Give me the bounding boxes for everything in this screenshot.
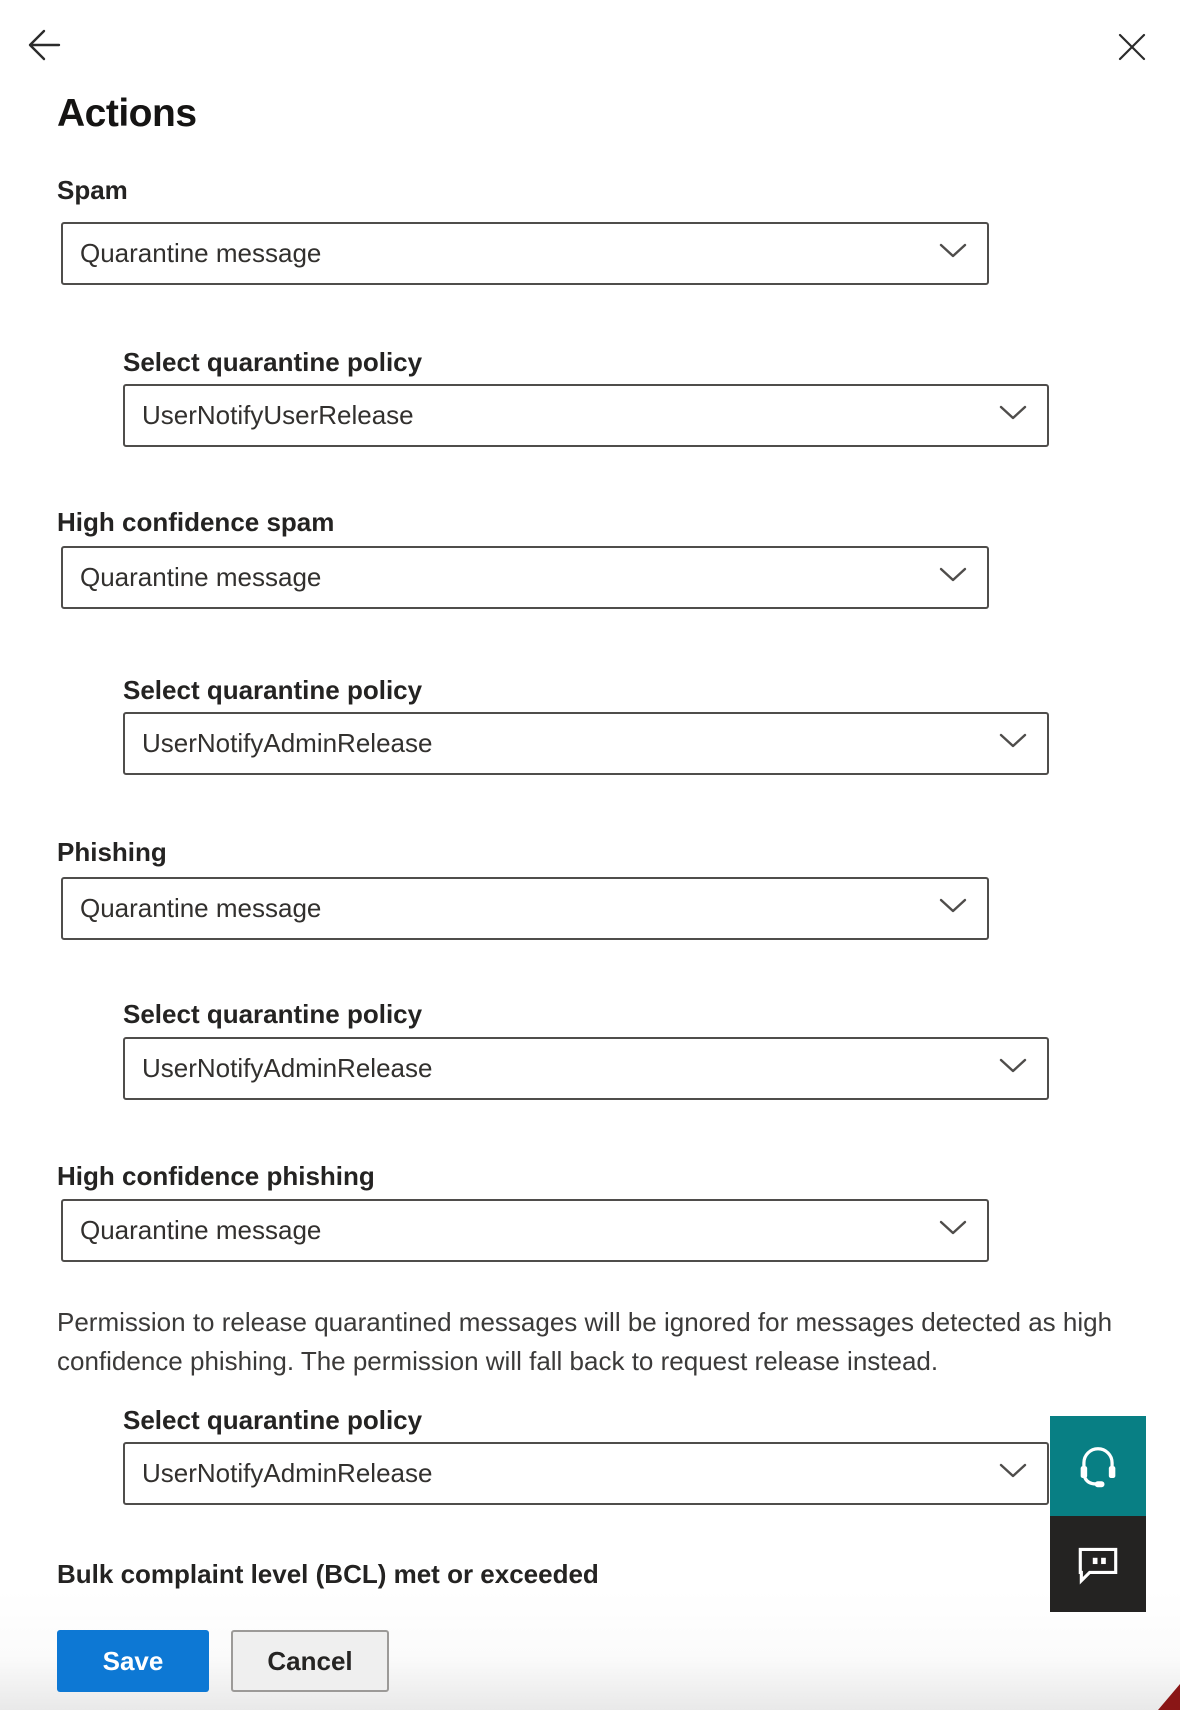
section-label-text: Bulk complaint level (BCL) met or exceeded <box>57 1559 599 1589</box>
field-label-high-confidence-spam: High confidence spam <box>57 507 335 537</box>
chat-bubble-icon <box>1073 1538 1123 1591</box>
section-label-bulk-complaint-level <box>57 1554 957 1590</box>
dropdown-spam-action[interactable] <box>61 222 989 285</box>
cancel-button[interactable]: Cancel <box>231 1630 389 1692</box>
dropdown-selected-value: Quarantine message <box>80 238 322 268</box>
dropdown-selected-value: Quarantine message <box>80 893 322 923</box>
save-button[interactable]: Save <box>57 1630 209 1692</box>
field-label-quarantine-policy: Select quarantine policy <box>123 999 423 1029</box>
dropdown-selected-value: Quarantine message <box>80 1215 322 1245</box>
high-confidence-phishing-note: Permission to release quarantined messages will be ignored for messages detected as high confidence phishing. The permission will fall back to request release instead. <box>57 1307 1113 1376</box>
field-label-quarantine-policy: Select quarantine policy <box>123 675 423 705</box>
feedback-button[interactable] <box>1050 1516 1146 1612</box>
close-icon <box>1117 32 1147 65</box>
chevron-down-icon <box>939 898 967 919</box>
back-button[interactable] <box>22 26 62 66</box>
field-label-quarantine-policy: Select quarantine policy <box>123 347 423 377</box>
headset-icon <box>1072 1439 1124 1494</box>
support-button[interactable] <box>1050 1416 1146 1516</box>
dropdown-high-confidence-phishing-action[interactable] <box>61 1199 989 1262</box>
dropdown-high-confidence-phishing-quarantine-policy[interactable] <box>123 1442 1049 1505</box>
dropdown-selected-value: UserNotifyAdminRelease <box>142 1458 433 1488</box>
corner-graphic <box>1154 1684 1180 1710</box>
chevron-down-icon <box>999 1058 1027 1079</box>
dropdown-selected-value: UserNotifyUserRelease <box>142 400 414 430</box>
field-label-quarantine-policy: Select quarantine policy <box>123 1405 423 1435</box>
field-label-spam: Spam <box>57 175 128 205</box>
close-button[interactable] <box>1112 28 1152 68</box>
dropdown-selected-value: Quarantine message <box>80 562 322 592</box>
arrow-left-icon <box>23 27 61 66</box>
dropdown-phishing-quarantine-policy[interactable] <box>123 1037 1049 1100</box>
dropdown-spam-quarantine-policy[interactable] <box>123 384 1049 447</box>
field-label-phishing: Phishing <box>57 837 167 867</box>
dropdown-high-confidence-spam-quarantine-policy[interactable] <box>123 712 1049 775</box>
page-title: Actions <box>57 92 197 135</box>
chevron-down-icon <box>999 1463 1027 1484</box>
chevron-down-icon <box>939 1220 967 1241</box>
help-widget <box>1050 1416 1146 1612</box>
chevron-down-icon <box>939 567 967 588</box>
chevron-down-icon <box>999 733 1027 754</box>
field-label-high-confidence-phishing: High confidence phishing <box>57 1161 375 1191</box>
dropdown-selected-value: UserNotifyAdminRelease <box>142 728 433 758</box>
dropdown-selected-value: UserNotifyAdminRelease <box>142 1053 433 1083</box>
chevron-down-icon <box>939 243 967 264</box>
chevron-down-icon <box>999 405 1027 426</box>
dropdown-phishing-action[interactable] <box>61 877 989 940</box>
dropdown-high-confidence-spam-action[interactable] <box>61 546 989 609</box>
